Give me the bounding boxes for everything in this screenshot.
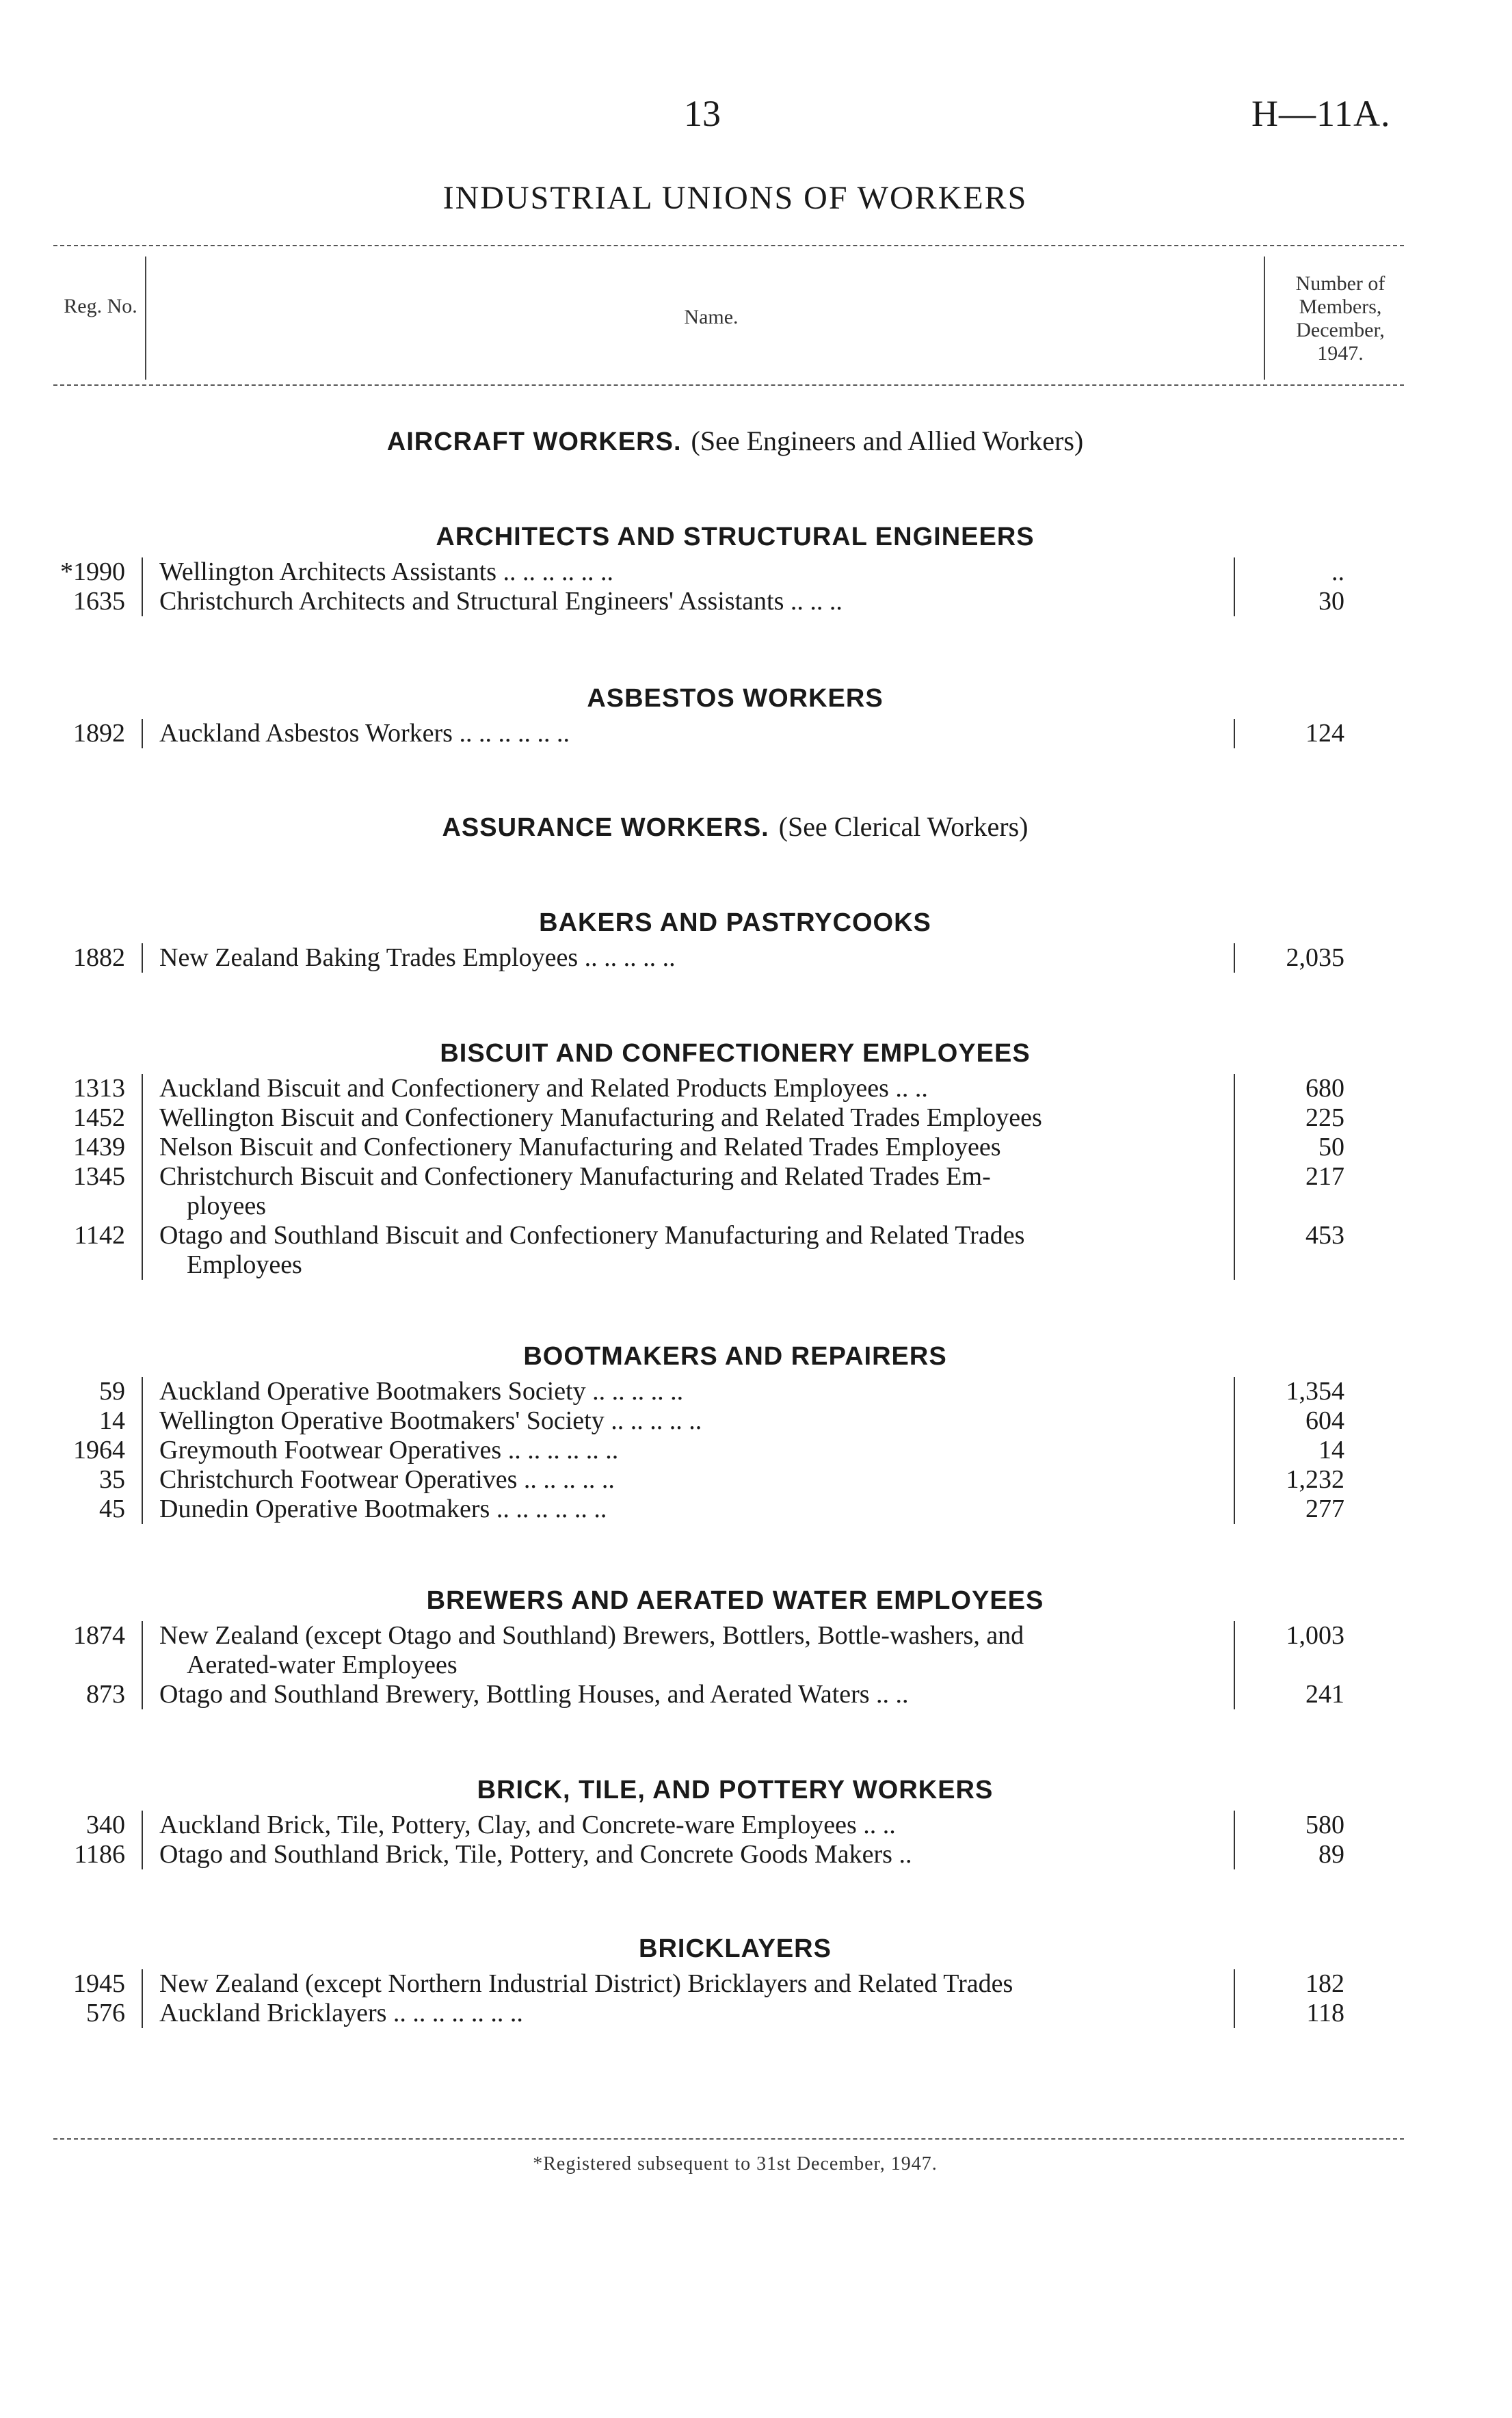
union-section [0, 806, 1512, 847]
union-section [0, 902, 1512, 973]
member-count: 580 [1305, 1811, 1344, 1839]
union-name-line: Wellington Architects Assistants .. .. .. .. .. .. [159, 557, 614, 586]
reg-number: 1892 [73, 719, 125, 748]
header-bottom-rule [53, 384, 1404, 386]
member-count: 1,003 [1286, 1621, 1344, 1650]
section-heading [0, 1770, 1470, 1811]
union-name-line: Auckland Bricklayers .. .. .. .. .. .. .. [159, 1999, 523, 2027]
section-heading [0, 902, 1470, 943]
section-heading-text: ASSURANCE WORKERS. [442, 813, 769, 842]
member-count: 453 [1305, 1221, 1344, 1250]
union-name [143, 1162, 1234, 1221]
union-name-continuation: ployees [187, 1192, 267, 1220]
member-count: 14 [1318, 1436, 1344, 1464]
union-name-line: New Zealand (except Otago and Southland) Brewers, Bottlers, Bottle-washers, and [159, 1621, 1024, 1650]
page-number: 13 [684, 93, 721, 134]
union-entry [0, 1221, 1512, 1280]
union-section [0, 1928, 1512, 2028]
union-entry [0, 557, 1512, 587]
union-name-line: Wellington Biscuit and Confectionery Manufacturing and Related Trades Employees [159, 1103, 1042, 1132]
section-heading [0, 421, 1470, 462]
union-entry [0, 1436, 1512, 1465]
section-heading [0, 1336, 1470, 1377]
union-name [143, 1465, 1234, 1495]
member-count: 604 [1305, 1406, 1344, 1435]
reg-number: *1990 [60, 557, 125, 586]
reg-number: 340 [86, 1811, 125, 1839]
reg-number: 59 [99, 1377, 125, 1406]
union-name-line: Christchurch Footwear Operatives .. .. .. .. .. [159, 1465, 615, 1494]
union-entry [0, 943, 1512, 973]
reg-number: 14 [99, 1406, 125, 1435]
reg-number: 1313 [73, 1074, 125, 1103]
member-count: 241 [1305, 1680, 1344, 1709]
member-count: 2,035 [1286, 943, 1344, 972]
union-section [0, 1580, 1512, 1709]
reg-number: 1452 [73, 1103, 125, 1132]
reg-number: 1439 [73, 1133, 125, 1161]
reg-number: 1186 [74, 1840, 125, 1869]
section-heading-text: ASBESTOS WORKERS [587, 684, 884, 713]
union-name-line: Nelson Biscuit and Confectionery Manufacturing and Related Trades Employees [159, 1133, 1001, 1161]
union-listing [0, 421, 1512, 2028]
union-name-line: Dunedin Operative Bootmakers .. .. .. .. .. .. [159, 1495, 607, 1523]
section-heading-text: BOOTMAKERS AND REPAIRERS [523, 1342, 947, 1371]
reg-number: 1882 [73, 943, 125, 972]
name-header: Name. [684, 306, 739, 328]
document-reference: H—11A. [1251, 93, 1391, 134]
reg-number: 35 [99, 1465, 125, 1494]
union-name-line: New Zealand Baking Trades Employees .. .. .. .. .. [159, 943, 676, 972]
union-entry [0, 1811, 1512, 1840]
union-section [0, 516, 1512, 616]
reg-number: 1142 [74, 1221, 125, 1250]
section-heading-text: BISCUIT AND CONFECTIONERY EMPLOYEES [440, 1039, 1031, 1068]
header-divider [145, 257, 146, 380]
member-count: .. [1331, 557, 1344, 586]
union-entry [0, 1162, 1512, 1221]
union-entry [0, 1495, 1512, 1524]
union-name-line: Greymouth Footwear Operatives .. .. .. .. .. .. [159, 1436, 619, 1464]
cross-reference: (See Clerical Workers) [778, 811, 1029, 842]
section-heading-text: ARCHITECTS AND STRUCTURAL ENGINEERS [436, 523, 1035, 551]
union-section [0, 421, 1512, 462]
section-heading [0, 678, 1470, 719]
union-name [143, 1999, 1234, 2028]
section-heading-text: AIRCRAFT WORKERS. [386, 428, 682, 456]
member-count: 277 [1305, 1495, 1344, 1523]
union-name [143, 1811, 1234, 1840]
union-name [143, 943, 1234, 973]
reg-number: 45 [99, 1495, 125, 1523]
section-heading [0, 516, 1470, 557]
union-name [143, 1133, 1234, 1162]
union-name-line: Otago and Southland Biscuit and Confectionery Manufacturing and Related Trades [159, 1221, 1025, 1250]
header-top-rule [53, 245, 1404, 246]
union-entry [0, 1406, 1512, 1436]
page-title: INDUSTRIAL UNIONS OF WORKERS [442, 180, 1028, 216]
section-heading [0, 1580, 1470, 1621]
section-heading-text: BREWERS AND AERATED WATER EMPLOYEES [426, 1586, 1044, 1615]
member-count: 217 [1305, 1162, 1344, 1191]
union-name-line: Auckland Operative Bootmakers Society .. .. .. .. .. [159, 1377, 684, 1406]
union-name-continuation: Employees [187, 1250, 302, 1279]
union-name-line: Wellington Operative Bootmakers' Society .. .. .. .. .. [159, 1406, 702, 1435]
union-section [0, 1033, 1512, 1280]
section-heading [0, 806, 1470, 847]
union-entry [0, 1074, 1512, 1103]
union-entry [0, 1103, 1512, 1133]
union-name-line: Christchurch Architects and Structural Engineers' Assistants .. .. .. [159, 587, 843, 616]
section-heading [0, 1928, 1470, 1969]
member-count: 124 [1305, 719, 1344, 748]
union-entry [0, 587, 1512, 616]
union-entry [0, 719, 1512, 748]
reg-no-header: Reg. No. [64, 295, 137, 317]
union-name [143, 1377, 1234, 1406]
reg-number: 1945 [73, 1969, 125, 1998]
union-name [143, 1436, 1234, 1465]
cross-reference: (See Engineers and Allied Workers) [691, 425, 1084, 456]
union-name-line: New Zealand (except Northern Industrial District) Bricklayers and Related Trades [159, 1969, 1013, 1998]
member-count: 1,232 [1286, 1465, 1344, 1494]
union-name [143, 1074, 1234, 1103]
union-name-continuation: Aerated-water Employees [187, 1651, 457, 1679]
union-entry [0, 1999, 1512, 2028]
union-entry [0, 1621, 1512, 1680]
member-count: 1,354 [1286, 1377, 1344, 1406]
reg-number: 576 [86, 1999, 125, 2027]
union-name [143, 719, 1234, 748]
member-count: 50 [1318, 1133, 1344, 1161]
union-name-line: Auckland Biscuit and Confectionery and Related Products Employees .. .. [159, 1074, 928, 1103]
union-name-line: Auckland Brick, Tile, Pottery, Clay, and Concrete-ware Employees .. .. [159, 1811, 896, 1839]
member-count: 30 [1318, 587, 1344, 616]
union-entry [0, 1969, 1512, 1999]
union-name [143, 587, 1234, 616]
reg-number: 1345 [73, 1162, 125, 1191]
member-count: 118 [1306, 1999, 1344, 2027]
union-name [143, 557, 1234, 587]
union-name [143, 1680, 1234, 1709]
members-header: Number of Members, December, 1947. [1295, 272, 1385, 365]
footer-rule [53, 2138, 1404, 2140]
section-heading-text: BRICKLAYERS [639, 1934, 832, 1963]
union-entry [0, 1680, 1512, 1709]
footnote: *Registered subsequent to 31st December, 1947. [533, 2153, 938, 2174]
union-name [143, 1969, 1234, 1999]
union-name [143, 1406, 1234, 1436]
union-name-line: Christchurch Biscuit and Confectionery Manufacturing and Related Trades Em- [159, 1162, 991, 1191]
section-heading-text: BAKERS AND PASTRYCOOKS [539, 908, 931, 937]
union-name-line: Otago and Southland Brick, Tile, Pottery, and Concrete Goods Makers .. [159, 1840, 912, 1869]
union-name-line: Auckland Asbestos Workers .. .. .. .. .. .. [159, 719, 570, 748]
union-name [143, 1221, 1234, 1280]
union-entry [0, 1377, 1512, 1406]
union-name [143, 1840, 1234, 1869]
reg-number: 1635 [73, 587, 125, 616]
union-entry [0, 1465, 1512, 1495]
union-section [0, 1770, 1512, 1869]
section-heading [0, 1033, 1470, 1074]
member-count: 182 [1305, 1969, 1344, 1998]
member-count: 680 [1305, 1074, 1344, 1103]
union-section [0, 1336, 1512, 1524]
union-section [0, 678, 1512, 748]
reg-number: 1964 [73, 1436, 125, 1464]
union-name [143, 1103, 1234, 1133]
union-name [143, 1495, 1234, 1524]
member-count: 89 [1318, 1840, 1344, 1869]
section-heading-text: BRICK, TILE, AND POTTERY WORKERS [477, 1776, 994, 1804]
reg-number: 1874 [73, 1621, 125, 1650]
union-entry [0, 1133, 1512, 1162]
reg-number: 873 [86, 1680, 125, 1709]
union-name-line: Otago and Southland Brewery, Bottling Houses, and Aerated Waters .. .. [159, 1680, 909, 1709]
union-name [143, 1621, 1234, 1680]
member-count: 225 [1305, 1103, 1344, 1132]
union-entry [0, 1840, 1512, 1869]
